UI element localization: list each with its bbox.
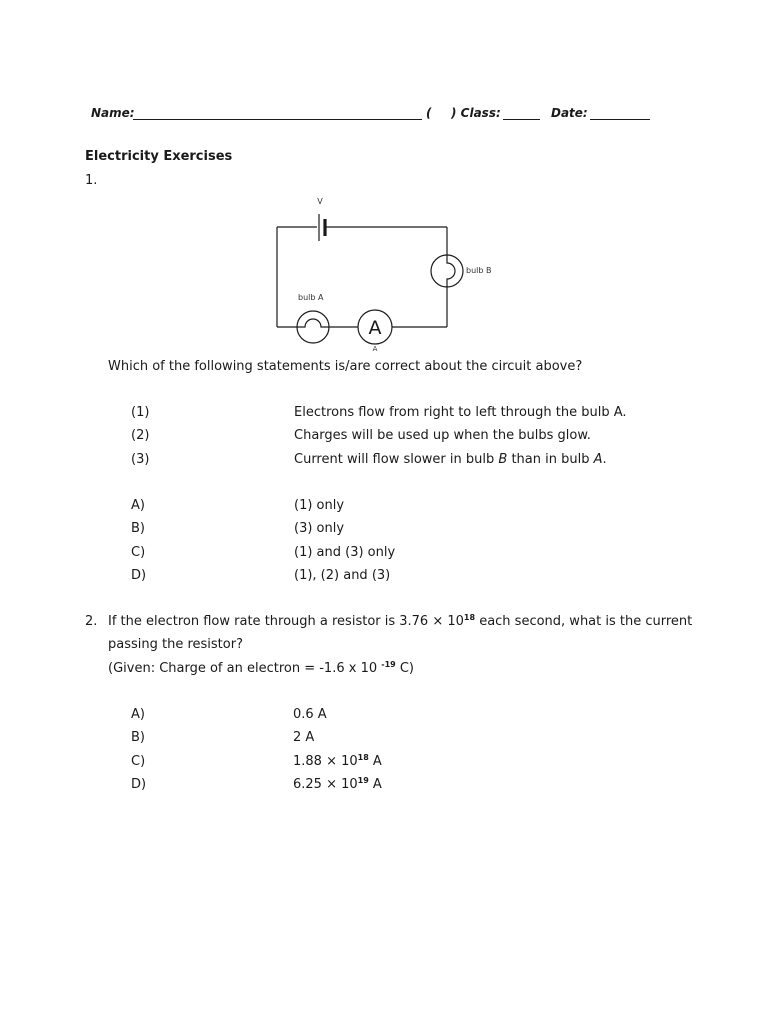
q1-option-d-label[interactable]: D) [131, 568, 147, 583]
q2-option-c-label[interactable]: C) [131, 754, 146, 769]
q1-option-b-text[interactable]: (3) only [294, 521, 345, 536]
q1-option-a-text[interactable]: (1) only [294, 498, 345, 513]
page-title: Electricity Exercises [85, 149, 233, 164]
q2-given: (Given: Charge of an electron = -1.6 x 10 $^{-19}$ C) [108, 660, 414, 676]
class-label: ) Class: [451, 106, 501, 120]
q2-option-c-text[interactable]: $1.88 \times 10^{18}$ A [293, 753, 382, 769]
name-label: Name: [91, 106, 135, 120]
statement-1-number: (1) [131, 405, 150, 420]
q1-question: Which of the following statements is/are correct about the circuit above? [108, 359, 583, 374]
battery-label: V [317, 197, 323, 206]
q1-option-a-label[interactable]: A) [131, 498, 145, 513]
bulb-a-label: bulb A [298, 293, 324, 302]
bulb-b-label: bulb B [466, 266, 492, 275]
q2-option-d-text[interactable]: $6.25 \times 10^{19}$ A [293, 776, 382, 792]
statement-2-number: (2) [131, 428, 150, 443]
q1-option-d-text[interactable]: (1), (2) and (3) [294, 568, 391, 583]
q2-question-line2: passing the resistor? [108, 637, 243, 652]
q2-number: 2. [85, 614, 98, 629]
date-blank[interactable] [590, 119, 650, 120]
statement-3-number: (3) [131, 452, 150, 467]
q2-question-line1: If the electron flow rate through a resistor is $3.76 \times 10^{18}$ each second, what is the current [108, 613, 693, 629]
q1-option-b-label[interactable]: B) [131, 521, 145, 536]
ammeter-letter: A [368, 317, 382, 339]
statement-3-text: Current will flow slower in bulb B than in bulb A. [294, 452, 607, 467]
q2-option-b-label[interactable]: B) [131, 730, 145, 745]
date-label: Date: [551, 106, 588, 120]
statement-2-text: Charges will be used up when the bulbs glow. [294, 428, 591, 443]
q1-option-c-text[interactable]: (1) and (3) only [294, 545, 396, 560]
paren-open: ( [426, 106, 432, 120]
name-blank[interactable] [133, 119, 422, 120]
q1-number: 1. [85, 173, 98, 188]
ammeter-label: A [372, 345, 378, 353]
statement-1-text: Electrons flow from right to left through the bulb A. [294, 405, 627, 420]
q2-option-a-label[interactable]: A) [131, 707, 145, 722]
circuit-diagram [260, 190, 510, 360]
class-blank[interactable] [503, 119, 540, 120]
q2-option-d-label[interactable]: D) [131, 777, 147, 792]
q1-option-c-label[interactable]: C) [131, 545, 146, 560]
q2-option-a-text[interactable]: 0.6 A [293, 707, 327, 722]
q2-option-b-text[interactable]: 2 A [293, 730, 315, 745]
